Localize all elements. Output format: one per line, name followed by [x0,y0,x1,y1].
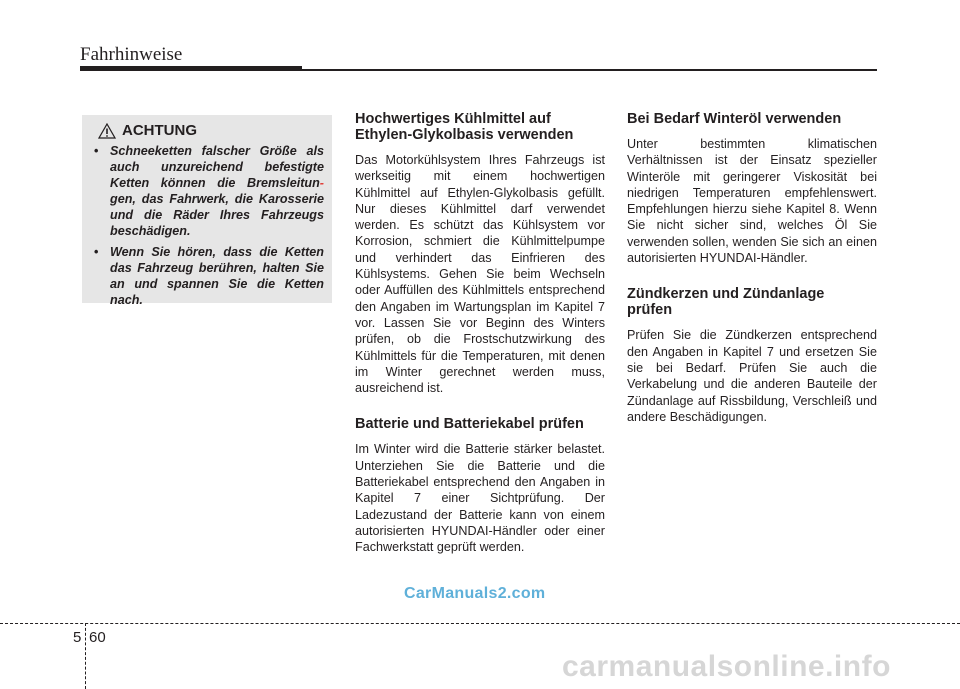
heading-line: prüfen [627,302,673,319]
heading-line: Zündkerzen und Zündanlage [627,286,825,303]
header-rule-thin [302,69,877,71]
header-rule-thick [80,66,302,71]
warning-item-text: Wenn Sie hören, dass die Ketten das Fahrzeug berühren, halten Sie an und spannen Sie die Ketten nach. [110,245,324,307]
section-heading-battery: Batterie und Batteriekabel prüfen [355,416,584,433]
warning-box [82,115,332,307]
heading-line: Hochwertiges Kühlmittel auf [355,111,551,127]
section-heading-oil: Bei Bedarf Winteröl verwenden [627,111,842,127]
chapter-number: 5 [73,629,82,646]
warning-triangle-icon [98,123,116,139]
section-heading-spark [627,286,877,318]
section-body-oil: Unter bestimmten klimatischen Verhältnissen ist der Einsatz spezieller Winteröle mit geringerer Viskosität bei niedrigen Temperaturen empfehlenswert. Empfehlungen hierzu siehe Kapitel 8. Wenn Sie nicht sicher sind, welches Öl Sie verwenden sollen, wenden Sie sich an einen autorisierten HYUNDAI-Händler. [627,137,877,266]
bullet: • [94,144,99,158]
warning-item [92,143,324,239]
warning-title: ACHTUNG [122,122,197,139]
warning-item-text-cont: gen, das Fahrwerk, die Karosserie und die Räder Ihres Fahrzeugs beschädigen. [110,192,324,238]
section-body-battery: Im Winter wird die Batterie stärker belastet. Unterziehen Sie die Batterie und die Batteriekabel entsprechend den Angaben in Kapitel 7 einer Sichtprüfung. Der Ladezustand der Batterie kann von einem autorisierten HYUNDAI-Händler oder einer Fachwerkstatt geprüft werden. [355,442,605,555]
page-header-title: Fahrhinweise [80,44,183,65]
warning-list [92,143,324,308]
section-body-coolant: Das Motorkühlsystem Ihres Fahrzeugs ist werkseitig mit einem hochwertigen Kühlmittel auf Ethylen-Glykolbasis gefüllt. Nur dieses Kühlmittel darf verwendet werden. Es schützt das Kühlsystem vor Korrosion, schmiert die Kühlmittelpumpe und verhindert das Einfrieren des Kühlsystems. Gehen Sie beim Wechseln oder Auffüllen des Kühlmittels entsprechend den Angaben im Wartungsplan im Kapitel 7 vor. Lassen Sie vor Beginn des Winters prüfen, ob die Frostschutzwirkung des Kühlmittels für die Temperaturen, mit denen im Winter gerechnet werden muss, ausreichend ist. [355,153,605,396]
column-right [627,111,877,441]
page-number: 60 [89,629,106,646]
warning-item [92,244,324,308]
warning-header [98,122,324,139]
watermark-carmanualsonline[interactable]: carmanualsonline.info [562,650,891,683]
hyphen: - [319,176,324,190]
watermark-carmanuals2[interactable]: CarManuals2.com [404,585,546,602]
bullet: • [94,245,99,259]
footer-divider [0,623,960,624]
column-middle [355,111,605,572]
footer-vertical-divider [85,623,86,689]
warning-item-text: Schneeketten falscher Größe als auch unzureichend befestigte Ketten können die Bremsleitun [110,144,324,190]
heading-line: Ethylen-Glykolbasis verwenden [355,127,574,143]
section-body-spark: Prüfen Sie die Zündkerzen entsprechend den Angaben in Kapitel 7 und ersetzen Sie sie bei Bedarf. Prüfen Sie auch die Verkabelung und die anderen Bauteile der Zündanlage auf Rissbildung, Verschleiß und andere Beschädigungen. [627,328,877,424]
section-heading-coolant [355,111,605,143]
